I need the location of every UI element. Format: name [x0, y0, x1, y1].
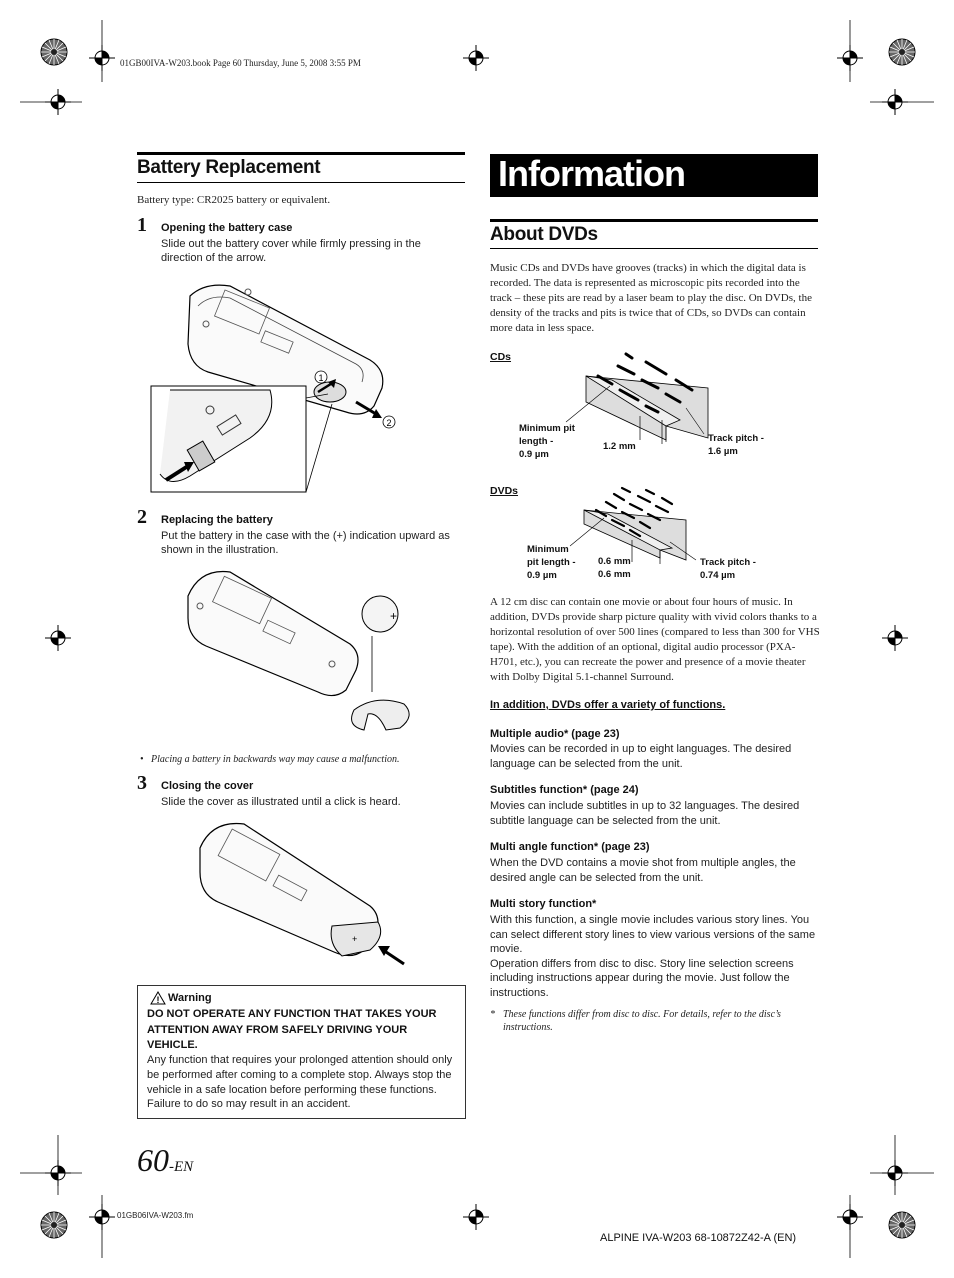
- footnote-text: These functions differ from disc to disc. For details, refer to the disc’s instructions.: [503, 1009, 781, 1033]
- dvd-track-pitch-label: Track pitch - 0.74 µm: [700, 557, 756, 581]
- remote-opening-illustration: [150, 278, 410, 494]
- about-rule-top: [490, 219, 818, 222]
- dvds-label: DVDs: [490, 485, 519, 497]
- battery-type-text: Battery type: CR2025 battery or equivalent.: [137, 194, 331, 206]
- step-number: 2: [137, 506, 147, 528]
- step-title: Closing the cover: [161, 780, 254, 792]
- step-number: 1: [137, 214, 147, 236]
- warning-box: [137, 985, 466, 1119]
- footnote-mark: *: [490, 1009, 495, 1020]
- dvd-thickness-label: 0.6 mm 0.6 mm: [598, 556, 631, 580]
- function-body: With this function, a single movie includes various story lines. You can select different story lines to view various versions of the same movie. Operation differs from disc to disc. Story line selection screens including instructions appear during the movie. Just follow the instructions.: [490, 914, 816, 999]
- battery-plus-mark: +: [390, 609, 398, 623]
- page-number: [137, 1142, 193, 1179]
- cds-label: CDs: [490, 351, 512, 363]
- step-title: Replacing the battery: [161, 514, 273, 526]
- battery-note: Placing a battery in backwards way may cause a malfunction.: [151, 754, 400, 765]
- print-header: 01GB00IVA-W203.book Page 60 Thursday, June 5, 2008 3:55 PM: [120, 58, 361, 68]
- function-body: Movies can be recorded in up to eight languages. The desired language can be selected from the unit.: [490, 743, 792, 770]
- dvd-min-pit-label: Minimum pit length - 0.9 µm: [527, 544, 576, 581]
- functions-heading: In addition, DVDs offer a variety of functions.: [490, 699, 726, 711]
- function-body: When the DVD contains a movie shot from multiple angles, the desired angle can be selected from the unit.: [490, 857, 796, 884]
- warning-icon: [150, 991, 166, 1005]
- section-rule-bottom: [137, 182, 465, 183]
- step-body: Put the battery in the case with the (+) indication upward as shown in the illustration.: [161, 530, 450, 556]
- about-rule-bottom: [490, 248, 818, 249]
- function-title: Subtitles function* (page 24): [490, 784, 639, 796]
- cd-track-pitch-label: Track pitch - 1.6 µm: [708, 433, 764, 457]
- about-dvds-title: About DVDs: [490, 224, 598, 245]
- function-title: Multi story function*: [490, 898, 597, 910]
- function-title: Multi angle function* (page 23): [490, 841, 650, 853]
- dvd-capacity-text: A 12 cm disc can contain one movie or about four hours of music. In addition, DVDs provide sharp picture quality with vivid colors thanks to a horizontal resolution of over 500 lines (compared to less than 300 for VHS tape). With the addition of an optional, digital audio processor (PXA-H701, etc.), you can recreate the power and presence of a movie theater with Dolby Digital 5.1-channel Surround.: [490, 596, 820, 683]
- warning-heading: DO NOT OPERATE ANY FUNCTION THAT TAKES YOUR ATTENTION AWAY FROM SAFELY DRIVING YOUR VEHICLE.: [147, 1008, 437, 1051]
- step-title: Opening the battery case: [161, 222, 293, 234]
- step-body: Slide out the battery cover while firmly pressing in the direction of the arrow.: [161, 238, 421, 264]
- step-body: Slide the cover as illustrated until a click is heard.: [161, 796, 401, 808]
- step-number: 3: [137, 772, 147, 794]
- callout-1: 1: [318, 373, 324, 383]
- page-number-suffix: -EN: [169, 1159, 194, 1175]
- battery-insert-illustration: [180, 566, 420, 736]
- callout-2: 2: [386, 418, 392, 428]
- page-number-value: 60: [137, 1142, 169, 1178]
- function-title: Multiple audio* (page 23): [490, 728, 620, 740]
- svg-text:!: !: [156, 995, 160, 1005]
- cd-min-pit-label: Minimum pit length - 0.9 µm: [519, 423, 575, 460]
- closing-cover-illustration: [192, 818, 412, 968]
- about-intro: Music CDs and DVDs have grooves (tracks) in which the digital data is recorded. The data is represented as microscopic pits recorded into the track – these pits are read by a laser beam to play the disc. On DVDs, the density of the tracks and pits is twice that of CDs, so DVDs can contain more data in less space.: [490, 262, 812, 334]
- function-body: Movies can include subtitles in up to 32 languages. The desired subtitle language can be selected from the unit.: [490, 800, 800, 827]
- warning-label: Warning: [168, 992, 212, 1004]
- footer-product-code: ALPINE IVA-W203 68-10872Z42-A (EN): [600, 1232, 797, 1244]
- note-bullet: •: [140, 754, 144, 765]
- warning-body: Any function that requires your prolonged attention should only be performed after coming to a complete stop. Always stop the vehicle in a safe location before performing these functions. Failure to do so may result in an accident.: [147, 1054, 453, 1111]
- svg-text:+: +: [352, 934, 358, 944]
- footer-file-name: 01GB06IVA-W203.fm: [117, 1211, 194, 1220]
- battery-section-title: Battery Replacement: [137, 157, 321, 178]
- cd-thickness-label: 1.2 mm: [603, 441, 636, 452]
- information-banner: [490, 154, 818, 197]
- information-title: Information: [498, 153, 685, 194]
- section-rule-top: [137, 152, 465, 155]
